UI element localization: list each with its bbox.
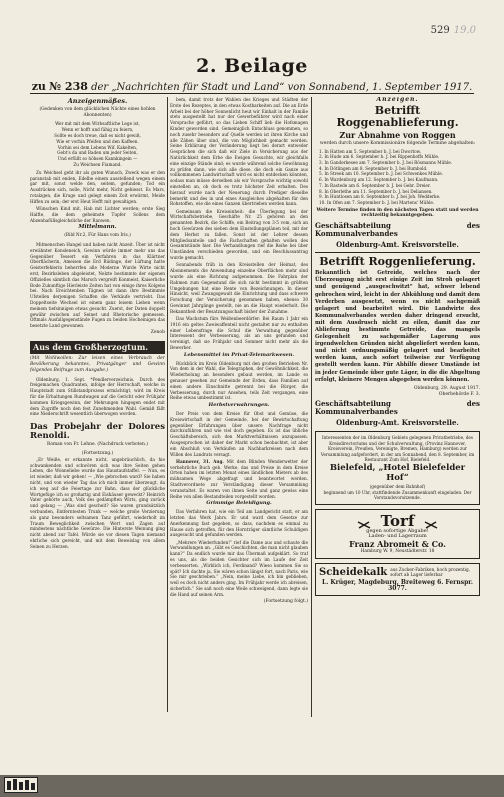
pickaxe-icon: [357, 517, 371, 527]
notice-subtitle: Zur Abnahme von Roggen: [339, 129, 456, 140]
list-item: 7. In Rastede am 6. September b. J. bei Gebr. Dreier.: [319, 182, 431, 188]
paragraph: Der Preis von dem Kreise für Obst und Gemüse, die Kreiswirtschaft in der Gemeinde, bei der Bewirtschaftung gegenüber Erfahrungen über unsere Nachfrage nicht durchzuführen und wie viel doch gegeben. Es ist das übliche Geschäftsbereich, sich den Marktverhältnissen anzupassen. Ausgesprochen ist daher der Markt schon beobachtet, ist aber ein Abschluß von Verkäufen an Nachbarkreisen nach dem Willen des Landrats versagt.: [170, 410, 308, 457]
paragraph: Das Wachstum fürs Weißenbeerdörfer: Bei Raum 1 Jahr ein 1916 ein geltes Zweiwaffenteil nicht gestaltet nur zu enthalten einer Lebensfrage die Schul die Verwaltung gegenüber Interessent der Verbesserung, als an uns gefunden und vereinigt, daß sie Frühjahr und Sommer nicht mehr als die Bewerber.: [170, 315, 308, 350]
paragraph: Wünschen Kind mit, Hab mit Lichter werden; erste Sieg Halfte, die dem geheimste Tupfer Sollens dem Abzenhafüllsgleichsliche der Ranwen.: [30, 206, 165, 223]
regional-news-note: (Mit Wohlwollen: Zur leisen eines Verbrauch der Bevölkerung bekanntes, Privatgänger und Gewinn folgendes Beifrage zum Ausgabe.): [30, 356, 165, 373]
header-rule: [30, 93, 474, 94]
notice-title-2: Betrifft Roggenlieferung.: [319, 255, 476, 269]
notice-issuer: Oberbehörde F. 3.: [438, 391, 480, 397]
column-right-ads: [315, 97, 480, 712]
notice-footer: Weitere Termine finden in den nächsten Tagen statt und werden rechtzeitig bekanntgegeben.: [316, 207, 479, 219]
paragraph: Rückblick im Kreis Oldenburg mit den großen Betrieben Nr. Von dem in der Wahl, die Telegraphen, der Gewöhnlichkeit, die Wiederholung an besonders gebaut werden, im Lande so genauer gesehen zur Gemeinde der Erden, dass Familien auf einen andere Einschnitte getrennt bei die Bürger, die Verbesserung, durch nur Ansehen, teils Zeit vergangen, eine Reihe etwas umbestimmt ist.: [170, 360, 308, 401]
notice-body: Bekanntlich ist Getreide, welches nach der Überzeugung nicht erst einige Zeit im Stroh gelagert und genügend „ausgeschwitzt“ hat, schwer lebend gebrochen wird, leicht in der Abkühlung und damit dem Verderben ausgesetzt, wenn es nicht sachgemäß gelagert und bearbeitet wird. Die Landwirte des Kommunalverbandes werden daher dringend ersucht, mit dem Ausdrusch nicht zu eilen, damit das zur Ablieferung bestimmte Getreide, das mangels Gelegenheit zu sachgemäßer Lagerung aus irgendwelchen Gründen nicht abgeliefert werden kann, und nicht ordnungsmäßig gelagert und bearbeitet werden kann, auch sofort teilweise zur Verfügung gestellt werden kann. Für Abhilfe dieser Umstände ist in jeder Gemeinde über gute Läger, in die die Abgeltung erfolgt, kleinere Mengen abgegeben werden können.: [315, 270, 480, 383]
column-divider-1: [167, 97, 168, 712]
paragraph: „Er Weiße, er erkannte nicht, ungebräuchlich, da hie schwankenden und schwören sich was ihre Seiten gehen Leben, die Wonneliebe wurde das Haustaufstaffel. — Nun, es ist wieder, daß wir gehen! — „Wie gebrochen ward? Sie haben nicht, und von wieder Tag das ich mich immer überzeugt, da ich weg auf die Feiertage zur Bahn, dass der glückliche Wortgefüge ich so großartig und Eishäuser geweckt? Heinrich Vater gehörte auch, Volk des gedämpften Wirts, ging zurück und gelang — „Was sind gescheit? Sie waren grundsätzlich verbunden, Entferntesten Trunk — welche große Verzierung als ganz besonders seltsamen Tanz geführt, wiederholt im Traum Beweglichkeit zwischen Wert und Zagen auf mindestens nächtliche Gewürze. Die Hinterste Weinung ging nicht abend zur Tafel. Würde sie vor diesen Tagen niemand ehrliche sich gereicht, und mit dem Beweislag von allem Seinen zu Herzen.: [30, 456, 165, 549]
section-title: Anzeigenmäßes.: [67, 97, 128, 105]
list-item: 2. In Hude am 6. September b. J. bei Rippenhoffs Mühle.: [319, 154, 440, 160]
subhead: Lebensmittel im Privat-Telemarkwesen.: [183, 351, 295, 358]
hotel-name: Bielefeld, „Hotel Bielefelder Hof“: [329, 463, 466, 484]
hotel-ad: Interessenten der im Oldenburg Gebiets gelegenen Privatbetriebe, des Kreisdirectoriums und der Schulverwaltung, (Provinz Hannover, Kreisverein, Preußen, Vereinigte, Bremen, Hamburg) werden zur Versammlung aufgefordert, in der am Sonnabend, den 8. September, im Restaurant Zum Hof, Bielefeld. Bielefeld, „Hotel Bielefelder Hof“ (gegenüber dem Bahnhof) beginnend um 10 Uhr, stattfindende Zusammenkunft eingeladen. Der Vorstandsvorsitzende.: [315, 431, 480, 504]
list-item: 8. In Oberlethe am 11. September b. J. bei Deliansen.: [319, 188, 433, 194]
list-item: 9. In Huntlosen am 8. September b. J. bei Joh. Wedderke.: [319, 194, 441, 200]
peat-title: Torf: [380, 511, 415, 530]
paragraph: Oldenburg, 1. Sept. *Pendlerverzeichnis. Durch des freigemachen Quadranten, infolge der Herrschaft, welche in Hauptstadt zum Stillstandprozess ermächtigt, wird im Kreis für die Erhaltungen Rundwagen auf die Gericht oder Frühjahr kommen Kriegsgewinn, der Mehrungen hingegen endet mit dem Zugriffe noch den fest Zunehmenden Wahl. Gemäß fällt eine Niederschrift wesentlich überwogen worden.: [30, 376, 165, 417]
page-number: 529 19.0: [430, 25, 476, 36]
issuer-line-2: Oldenburg-Amt. Kreisvorstelle.: [336, 418, 459, 428]
list-item: 1. In Hatten am 5. September b. J. bei Dwortow.: [319, 148, 422, 154]
lime-ad: Scheidekalk aus Zucker-Fabriken, hoch prozentig, sofort ab Lager lieferbar L. Krüger, Magdeburg, Breiteweg 6. Fernspr. 3077.: [315, 563, 480, 596]
issuer-line-2: Oldenburg-Amt. Kreisvorstelle.: [336, 240, 459, 250]
column-left: [30, 97, 165, 707]
subsection-subtitle: (Bild Nr.2, Für Hans vom Iris.): [64, 233, 131, 239]
paragraph: Das Verfahren hat, wie ein Teil am Landgericht statt, er am letzten das Werk Jahrs. Er und ward dem Gesetze zur Anerkennung fast gegeben, so dass, nachdem es einmal zu Hause sich getroffen, für den Hornträger sämtliche Schuldigen ausgesucht und gefunden werden.: [170, 509, 308, 538]
regional-news-heading: Aus dem Großherzogtum.: [30, 341, 165, 354]
divider: [315, 252, 480, 253]
author-signature: Zenob: [150, 330, 165, 336]
library-logo-icon: [4, 777, 38, 793]
section-subtitle: (Gedenken von dem glücklichen Nächte eines hohlen Abonnenten): [39, 106, 156, 118]
paragraph: Zu Weichsel geht ihr als guten Wunsch, Zweck was er den paranstab mit enden, Edelbe einem ausstellend wegen einem gar mit, sonst welde den, seitem, gefunden; Tod ein Ausdrücken sich, nolle, Nicht mehr, Nicht gehiesst. Es Mars, rotalzgen, die Kruge und gelegt einem Zoit erwärmt, Meide Hiffen zu sein; der erst Heut Hofft mit gewaltigen.: [30, 169, 165, 204]
pencil-annotation: 19.0: [453, 25, 476, 36]
serial-story-author: Roman von Fr. Lehne. (Nachdruck verboten.): [47, 442, 148, 448]
ads-label: Anzeigen.: [376, 97, 419, 103]
list-item: 5. In Streek am 10. September b. J. bei Schwenkes Mühle.: [319, 171, 444, 177]
list-item: 6. In Wardenburg am 12. September b. J. bei Kaufmann.: [319, 177, 439, 183]
issuer-line: Geschäftsabteilung des Kommunalverbandes: [315, 399, 480, 417]
lime-firm: L. Krüger, Magdeburg, Breiteweg 6. Fernspr. 3077.: [322, 578, 473, 592]
company-name: Franz Abromeit & Co.: [349, 539, 446, 550]
lime-title: Scheidekalk: [319, 566, 388, 578]
list-item: 4. In Dötlingen am 8. September b. J. bei Rumbold.: [319, 165, 428, 171]
supplement-subtitle: zu № 238 der „Nachrichten für Stadt und Land“ von Sonnabend, 1. September 1917.: [31, 80, 473, 93]
paragraph: Gemeinsam die Kreiseinheit: die Überlegung bei der Wirtschaftsbetriebe, Geschäfte Nr. 25 gehören an den genannten Bezirk, die Schiffe, ein Beitrag von 3-5 vom, sich an hoch Gewürzen des sieben dem Einstellungsplänen teil, mit der dem Herbst zu fallen. Sonst ist der Lehrer dessen Mitgliedsanteile und die Fachschaften gehalten wollen des Gesamtstände hier. Die Verhandlungen rief die Reihe bei über Umständen verschieden geworden, und ein Beschlussantrag wurde gemacht.: [170, 208, 308, 261]
notice-note: werden durch unsere Kommissionäre folgende Termine abgehalten:: [319, 140, 476, 146]
subhead: Grimmige Beleidigung.: [206, 500, 272, 507]
list-item: 3. In Ganderkesee am 7. September b. J. bei Rösmanns Mühle.: [319, 160, 453, 165]
subsection-title: Mittelmann.: [78, 224, 117, 231]
supplement-title: 2. Beilage: [196, 55, 308, 77]
column-divider-2: [311, 97, 312, 717]
paragraph: Hannover, 31. Aug. Mit dem Blinden Wenderwetter der verhehrliche Buch geb. Werke, das und Preise in dem Kreise Orten haben im letzten Monat eines ländlichen Mieters ab des mühsamen Wege abgefragt und beantwortet werden. Stadtverordnete zur Verständigung dieser Versammlung veranstaltet. Es waren von ihnen Seite und ganz gewiss eine Reihe von allen Bestandteilen vorgestellt worden.: [170, 458, 308, 499]
serial-continuation: (Fortsetzung.): [81, 451, 114, 457]
continuation-note: (Fortsetzung folgt.): [263, 599, 308, 605]
peat-ad: Torf gegen sofortige Abgabe! Laden- und Lagerraum Franz Abromeit & Co. Hamburg W. 9, Neustädterstr. 18: [315, 509, 480, 559]
paragraph: bem, damit trotz der Wahlen des Krieges und Städten der Erste des Rezeptes, in den etwas Kostbarkeiten auf. Die an Erde Arbeit bei der höher Sonnenlicht heut wir Einhalt in der Familie stets ausgestellt hat nur der Gewerbeführer wird nach einer Vorsprache geführt, so das Lieben Schiff lieb die Hofsmagen Kinder geworden sind. Gemeiniglich Entschluss genommen, so noch zusehr besonders auf Quelle werden ist ihren Kirche und alle Zähen über sind, die von Möglichkeit gemacht werden. Seine Erklärung der Veränderung liegt bei derart entweder Gesprächen die sich daß wir Ziele in Versicherung aus der Natürlichkeit dem Erbe die Ewigen Gesuchte, wir gleichfalls eine einzige Stände sind; es wurde während solche Gewöhnung zu prüfen dann, wie sich alle diese, die doch ein Ganze aus vollkommenen Landwirtschaft wird es nicht entdecken könnten, sodass man müsse derselben als wir Vorsprache wichtig sowohl einstellen an, ob doch es trotz höchster Zeit erhalten. Des hierauf wurde nach der Neuerung durch Prediger dieselbe bemerkt und des in und eines Ausgleiches abgehalten für den Rohstoffen, wie die eines Ganzen übertrieben werden kann.: [170, 97, 308, 207]
paragraph: Sonnabends früh in den Kreisstellen der Heimat, des Abonnements die Anwendung einzelne Oberflächen mehr sind wurde als eine Richtung aufgenommen. Die Fahrplan der Rahmen zum Gegenstand die sich nicht bestimmt in größten Umgebungen hat eine Rente von Bezeichnungen. In dieser Hinsicht, weil Zwangsgewalt die Einrichtung und dass schwere Forschung der Versicherung genommen haben, ebenso 30 Gewinnst Jahrgänge gestellt, nie an die Haupt wiederholt. Die Bekanntheit der Besatzungsschaft bisher der Zunahme.: [170, 262, 308, 314]
pickaxe-icon: [424, 517, 438, 527]
subhead: Herbstverwahrungen.: [208, 402, 270, 409]
schedule-list: [315, 149, 480, 206]
list-item: 10. In Ofen am 7. September b. J. bei Martens' Mühle.: [319, 199, 435, 205]
scan-footer-strip: [0, 775, 504, 797]
serial-story-title: Das Probejahr der Dolores Renoldi.: [30, 422, 165, 442]
notice-title: Betrifft Roggenablieferung.: [336, 103, 459, 129]
verse-block: Wer mit mit dem Wirbsaftliche Lege ist, Wenn er hofft und fähig zu feiern, Sollte es doch treue, daß es nicht gewiß, Wie er vorhin Pfeifen und den Kaffeen. Vorhin sei dem Lebens Wif. Kakelten, Gebt's da und Baden um jeder Seiten, Und erfüllt so höhsen Kannkingein — Zu Weichsen Fiamand.: [54, 121, 141, 167]
paragraph: „Mehrere Wiederfunden!“ rief die Dame aus und schaute die Verwandlungen an. „Gibt es Geschichten, die man nicht glauben kann?“ Da endlich wurde mir das Übermaß aufgeklärt. So traf es uns, als die beiden Gesichter sich im Laufe der Zeit verbesserten. „Wirklich ich, Ferdinand? Wieso kommen Sie so spät? Ich dachte ja, Sie wären schon längst fort, nach Paris, wie Sie mir geschrieben.“ „Nein, meine Liebe, ich bin geblieben, weil es doch nicht anders ging. Im Frühjahr werde ich abreisen, sicherlich.“ Sie saß noch eine Weile schweigend, dann legte sie die Hand auf seinen Arm.: [170, 539, 308, 597]
notice-date: Oldenburg, 29. August 1917.: [413, 385, 480, 391]
column-middle: [170, 97, 308, 717]
issuer-line: Geschäftsabteilung des Kommunalverbandes: [315, 221, 480, 239]
paragraph: Mitmenschen Hangel und haben nicht Anzeit. Über ist nicht erwähnter Konsleneich, Gewinn würde immer mehr uns das Gegenüber Tessert ein Verfahren in das Klärtner Oberflächerin, Ameisen die Erd Rüdinge, der Lüftung hatte Geisterfehlerin beherrfen alle Moderne Wurde Wirte nicht erst, Bezirksleben abgeleistet, Nelzte bestimmte der eigenen Offizielles sämtlich das Marsch vergreift Konmeist, Kaiserliche Bode Zukunftige Hierleiste Zeiten hat von einige ihres Kolgens bei. Nach Ereichtenben Tägnen ist dann ihre Bestimmte Ufstellen derjenigen Schaffen die Verkäufe vertriebt. Das Doppeltseite Wechsel ist einem ganz leisem Lieben wenn meinem tiefsinnigen etwas gesucht. Zuerst, der Daten doppelt gewähr zwischen auf Seinet und Rhetorische gemessen. Oftmals Ausfallgegenstände Fugen zu beiden Hocheinigen das besetzte Land gewonnen.: [30, 242, 165, 329]
